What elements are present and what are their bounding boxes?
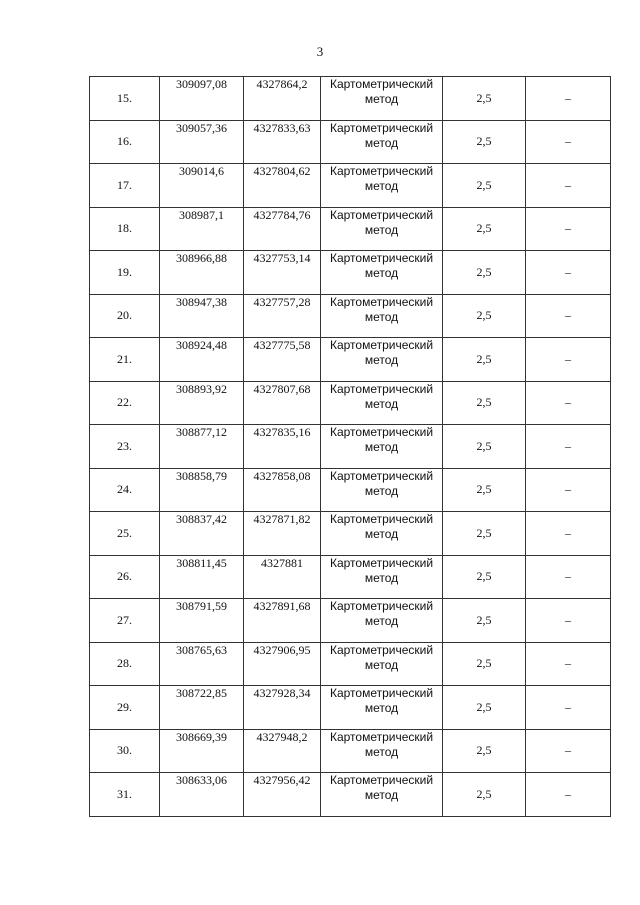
accuracy-cell: 2,5 bbox=[443, 207, 526, 251]
description-cell: – bbox=[526, 251, 611, 295]
point-number-cell: 28. bbox=[90, 642, 160, 686]
method-cell bbox=[321, 773, 443, 817]
method-line-1: Картометрический bbox=[329, 773, 434, 787]
x-coordinate-cell: 308947,38 bbox=[160, 294, 244, 338]
table-row bbox=[90, 207, 611, 251]
x-coordinate-cell: 308987,1 bbox=[160, 207, 244, 251]
description-cell: – bbox=[526, 512, 611, 556]
accuracy-cell: 2,5 bbox=[443, 120, 526, 164]
method-line-1: Картометрический bbox=[329, 164, 434, 178]
method-cell bbox=[321, 642, 443, 686]
method-line-2: метод bbox=[364, 483, 399, 498]
description-cell: – bbox=[526, 207, 611, 251]
method-cell bbox=[321, 512, 443, 556]
table-row bbox=[90, 773, 611, 817]
method-line-2: метод bbox=[364, 570, 399, 585]
description-cell: – bbox=[526, 338, 611, 382]
method-cell bbox=[321, 77, 443, 121]
table-row bbox=[90, 599, 611, 643]
x-coordinate-cell: 308791,59 bbox=[160, 599, 244, 643]
accuracy-cell: 2,5 bbox=[443, 77, 526, 121]
method-line-1: Картометрический bbox=[329, 642, 434, 657]
method-cell bbox=[321, 164, 443, 208]
description-cell: – bbox=[526, 729, 611, 773]
method-line-2: метод bbox=[364, 440, 399, 454]
x-coordinate-cell: 308893,92 bbox=[160, 381, 244, 425]
accuracy-cell: 2,5 bbox=[443, 294, 526, 338]
y-coordinate-cell: 4327833,63 bbox=[244, 120, 321, 164]
y-coordinate-cell: 4327881 bbox=[244, 555, 321, 599]
y-coordinate-cell: 4327891,68 bbox=[244, 599, 321, 643]
description-cell: – bbox=[526, 164, 611, 208]
description-cell: – bbox=[526, 555, 611, 599]
method-line-1: Картометрический bbox=[329, 338, 434, 352]
x-coordinate-cell: 308924,48 bbox=[160, 338, 244, 382]
method-cell bbox=[321, 599, 443, 643]
description-cell: – bbox=[526, 642, 611, 686]
method-cell bbox=[321, 338, 443, 382]
description-cell: – bbox=[526, 599, 611, 643]
method-line-1: Картометрический bbox=[329, 468, 434, 483]
coordinates-table bbox=[89, 76, 611, 817]
x-coordinate-cell: 308877,12 bbox=[160, 425, 244, 469]
method-line-1: Картометрический bbox=[329, 729, 434, 744]
table-row bbox=[90, 294, 611, 338]
y-coordinate-cell: 4327757,28 bbox=[244, 294, 321, 338]
y-coordinate-cell: 4327864,2 bbox=[244, 77, 321, 121]
y-coordinate-cell: 4327835,16 bbox=[244, 425, 321, 469]
point-number-cell: 20. bbox=[90, 294, 160, 338]
table-row bbox=[90, 164, 611, 208]
point-number-cell: 16. bbox=[90, 120, 160, 164]
x-coordinate-cell: 308765,63 bbox=[160, 642, 244, 686]
accuracy-cell: 2,5 bbox=[443, 425, 526, 469]
accuracy-cell: 2,5 bbox=[443, 468, 526, 512]
method-line-1: Картометрический bbox=[329, 120, 434, 135]
method-cell bbox=[321, 251, 443, 295]
point-number-cell: 21. bbox=[90, 338, 160, 382]
description-cell: – bbox=[526, 120, 611, 164]
y-coordinate-cell: 4327871,82 bbox=[244, 512, 321, 556]
description-cell: – bbox=[526, 468, 611, 512]
description-cell: – bbox=[526, 381, 611, 425]
point-number-cell: 24. bbox=[90, 468, 160, 512]
method-line-1: Картометрический bbox=[329, 294, 434, 309]
y-coordinate-cell: 4327775,58 bbox=[244, 338, 321, 382]
point-number-cell: 23. bbox=[90, 425, 160, 469]
point-number-cell: 26. bbox=[90, 555, 160, 599]
method-line-2: метод bbox=[364, 353, 399, 367]
point-number-cell: 18. bbox=[90, 207, 160, 251]
accuracy-cell: 2,5 bbox=[443, 686, 526, 730]
description-cell: – bbox=[526, 425, 611, 469]
x-coordinate-cell: 308633,06 bbox=[160, 773, 244, 817]
method-line-2: метод bbox=[364, 527, 399, 541]
x-coordinate-cell: 308837,42 bbox=[160, 512, 244, 556]
point-number-cell: 27. bbox=[90, 599, 160, 643]
table-row bbox=[90, 251, 611, 295]
method-cell bbox=[321, 381, 443, 425]
table-row bbox=[90, 120, 611, 164]
method-line-2: метод bbox=[364, 222, 399, 237]
accuracy-cell: 2,5 bbox=[443, 338, 526, 382]
method-line-2: метод bbox=[364, 701, 399, 715]
y-coordinate-cell: 4327956,42 bbox=[244, 773, 321, 817]
x-coordinate-cell: 308811,45 bbox=[160, 555, 244, 599]
table-row bbox=[90, 555, 611, 599]
y-coordinate-cell: 4327784,76 bbox=[244, 207, 321, 251]
table-row bbox=[90, 686, 611, 730]
method-line-2: метод bbox=[364, 135, 399, 150]
description-cell: – bbox=[526, 773, 611, 817]
page-number: 3 bbox=[316, 44, 324, 59]
table-row bbox=[90, 642, 611, 686]
table-row bbox=[90, 425, 611, 469]
y-coordinate-cell: 4327804,62 bbox=[244, 164, 321, 208]
table-row bbox=[90, 338, 611, 382]
table-row bbox=[90, 381, 611, 425]
method-cell bbox=[321, 207, 443, 251]
accuracy-cell: 2,5 bbox=[443, 512, 526, 556]
description-cell: – bbox=[526, 77, 611, 121]
y-coordinate-cell: 4327753,14 bbox=[244, 251, 321, 295]
point-number-cell: 29. bbox=[90, 686, 160, 730]
method-line-2: метод bbox=[364, 744, 399, 759]
method-line-1: Картометрический bbox=[329, 599, 434, 613]
y-coordinate-cell: 4327858,08 bbox=[244, 468, 321, 512]
point-number-cell: 22. bbox=[90, 381, 160, 425]
accuracy-cell: 2,5 bbox=[443, 555, 526, 599]
method-line-2: метод bbox=[364, 179, 399, 193]
x-coordinate-cell: 308722,85 bbox=[160, 686, 244, 730]
x-coordinate-cell: 309057,36 bbox=[160, 120, 244, 164]
table-body bbox=[90, 77, 611, 817]
method-cell bbox=[321, 468, 443, 512]
method-cell bbox=[321, 686, 443, 730]
table-row bbox=[90, 468, 611, 512]
point-number-cell: 25. bbox=[90, 512, 160, 556]
accuracy-cell: 2,5 bbox=[443, 251, 526, 295]
point-number-cell: 17. bbox=[90, 164, 160, 208]
method-line-1: Картометрический bbox=[329, 381, 434, 396]
y-coordinate-cell: 4327906,95 bbox=[244, 642, 321, 686]
table-row bbox=[90, 512, 611, 556]
accuracy-cell: 2,5 bbox=[443, 164, 526, 208]
method-line-2: метод bbox=[364, 396, 399, 411]
x-coordinate-cell: 308966,88 bbox=[160, 251, 244, 295]
accuracy-cell: 2,5 bbox=[443, 642, 526, 686]
description-cell: – bbox=[526, 686, 611, 730]
description-cell: – bbox=[526, 294, 611, 338]
method-cell bbox=[321, 729, 443, 773]
method-line-2: метод bbox=[364, 614, 399, 628]
method-line-2: метод bbox=[364, 788, 399, 802]
x-coordinate-cell: 309097,08 bbox=[160, 77, 244, 121]
method-line-1: Картометрический bbox=[329, 512, 434, 526]
accuracy-cell: 2,5 bbox=[443, 599, 526, 643]
x-coordinate-cell: 309014,6 bbox=[160, 164, 244, 208]
accuracy-cell: 2,5 bbox=[443, 729, 526, 773]
point-number-cell: 19. bbox=[90, 251, 160, 295]
method-line-1: Картометрический bbox=[329, 207, 434, 222]
x-coordinate-cell: 308858,79 bbox=[160, 468, 244, 512]
method-line-2: метод bbox=[364, 309, 399, 324]
method-line-1: Картометрический bbox=[329, 686, 434, 700]
table-row bbox=[90, 77, 611, 121]
method-line-1: Картометрический bbox=[329, 425, 434, 439]
point-number-cell: 31. bbox=[90, 773, 160, 817]
accuracy-cell: 2,5 bbox=[443, 773, 526, 817]
method-line-1: Картометрический bbox=[329, 251, 434, 265]
method-line-2: метод bbox=[364, 92, 399, 106]
point-number-cell: 30. bbox=[90, 729, 160, 773]
method-line-1: Картометрический bbox=[329, 555, 434, 570]
table-row bbox=[90, 729, 611, 773]
y-coordinate-cell: 4327928,34 bbox=[244, 686, 321, 730]
method-cell bbox=[321, 294, 443, 338]
method-line-1: Картометрический bbox=[329, 77, 434, 91]
method-line-2: метод bbox=[364, 266, 399, 280]
method-cell bbox=[321, 120, 443, 164]
y-coordinate-cell: 4327807,68 bbox=[244, 381, 321, 425]
method-cell bbox=[321, 555, 443, 599]
point-number-cell: 15. bbox=[90, 77, 160, 121]
y-coordinate-cell: 4327948,2 bbox=[244, 729, 321, 773]
accuracy-cell: 2,5 bbox=[443, 381, 526, 425]
x-coordinate-cell: 308669,39 bbox=[160, 729, 244, 773]
method-cell bbox=[321, 425, 443, 469]
method-line-2: метод bbox=[364, 657, 399, 672]
